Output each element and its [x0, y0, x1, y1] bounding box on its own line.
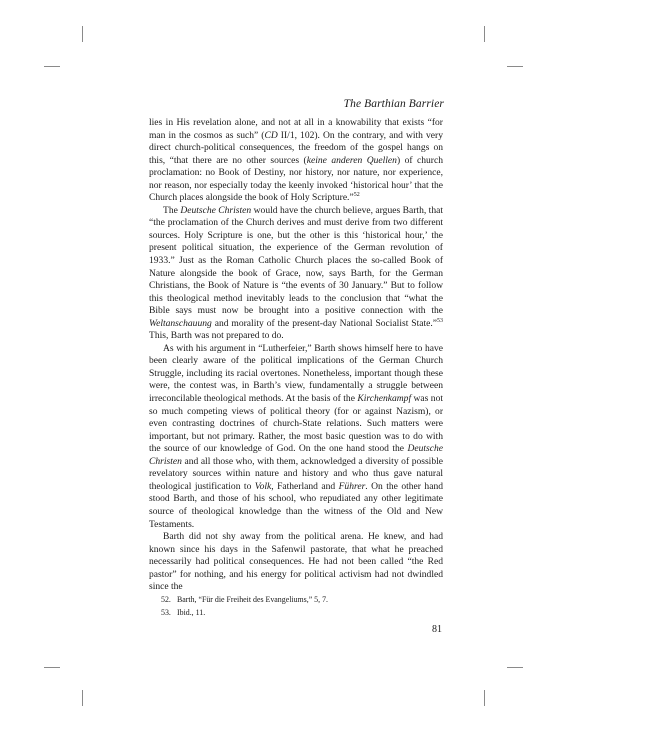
italic-text: keine anderen Quellen — [306, 154, 397, 166]
footnote-text: Ibid., 11. — [177, 607, 206, 617]
text-run: lies in His revelation alone, and not at all in a knowability that exists “for man in the cosmos as such” ( — [149, 117, 443, 141]
text-run: and morality of the present-day National Socialist State.” — [211, 317, 437, 329]
text-run: II/1, 102). On the contrary, and with very direct church-political consequences, the freedom of the gospel hangs on this, “that there are no other sources ( — [149, 129, 443, 166]
italic-text: Kirchenkampf — [357, 393, 412, 405]
paragraph — [149, 531, 443, 594]
italic-text: Deutsche Christen — [149, 443, 443, 467]
footnote — [149, 607, 443, 620]
text-run: As with his argument in “Lutherfeier,” Barth shows himself here to have been clearly aware of the political implications of the German Church Struggle, including its racial overtones. Nonetheless, important though these were, the contest was, in Barth’s view, fundamentally a struggle between irreconcilable theological methods. At the basis of the — [149, 342, 443, 405]
footnote-ref: 52 — [353, 192, 360, 199]
italic-text: Volk — [254, 480, 272, 492]
footnote-number: 52. — [161, 595, 171, 604]
footnote — [149, 594, 443, 607]
text-run: . On the other hand stood Barth, and those of his school, who repudiated any other legitimate source of theological knowledge than the witness of the Old and New Testaments. — [149, 480, 443, 530]
paragraph — [149, 205, 443, 343]
footnote-text: Barth, “Für die Freiheit des Evangeliums,” 5, 7. — [177, 595, 328, 604]
crop-mark-top-right — [484, 26, 485, 42]
text-run: and all those who, with them, acknowledged a diversity of possible revelatory sources within nature and history and who thus gave natural theological justification to — [149, 455, 443, 492]
crop-mark-top-left — [82, 26, 83, 42]
crop-mark-bottom-right — [484, 690, 485, 706]
running-head: The Barthian Barrier — [343, 98, 444, 110]
body-text — [149, 117, 443, 594]
crop-mark-bottom-right-h — [507, 667, 523, 668]
paragraph — [149, 117, 443, 205]
footnote-number: 53. — [161, 607, 171, 617]
text-run: This, Barth was not prepared to do. — [149, 330, 284, 342]
italic-text: Führer — [338, 480, 366, 492]
text-run: was not so much competing views of political theory (for or against Nazism), or even contrasting doctrines of church-State relations. Such matters were important, but not primary. Rather, the most basic question was to do with the source of our knowledge of God. On the one hand stood the — [149, 393, 443, 455]
text-run: Barth did not shy away from the political arena. He knew, and had known since his days in the Safenwil pastorate, that what he preached necessarily had political consequences. He had not been called “the Red pastor” for nothing, and his energy for political activism had not dwindled since the — [149, 531, 443, 593]
crop-mark-bottom-left-h — [44, 667, 60, 668]
text-run: would have the church believe, argues Barth, that “the proclamation of the Church derives and must derive from two different sources. Holy Scripture is one, but the other is this ‘historical hour,’ the present political situation, the experience of the German revolution of 1933.” Just as the Roman Catholic Church places the so-called Book of Nature alongside the book of Grace, now, says Barth, for the German Christians, the Book of Nature is “the events of 30 January.” But to follow this theological method inevitably leads to the conclusion that “what the Bible says must now be brought into a positive connection with the — [149, 204, 444, 317]
text-run: ) of church proclamation: no Book of Destiny, nor history, nor nature, nor experience, nor reason, nor especially today the keenly invoked ‘historical hour’ that the Church places alongside the book of Holy Scripture.” — [149, 154, 443, 204]
crop-mark-top-left-h — [44, 66, 60, 67]
page-number: 81 — [432, 624, 442, 635]
italic-text: CD — [264, 129, 278, 141]
crop-mark-top-right-h — [507, 66, 523, 67]
crop-mark-bottom-left — [82, 690, 83, 706]
text-run: , Fatherland and — [271, 480, 339, 492]
text-run: The — [163, 204, 181, 216]
footnotes — [149, 594, 443, 620]
footnote-ref: 53 — [437, 317, 443, 324]
italic-text: Weltanschauung — [149, 317, 212, 329]
paragraph — [149, 343, 443, 531]
italic-text: Deutsche Christen — [180, 204, 252, 216]
